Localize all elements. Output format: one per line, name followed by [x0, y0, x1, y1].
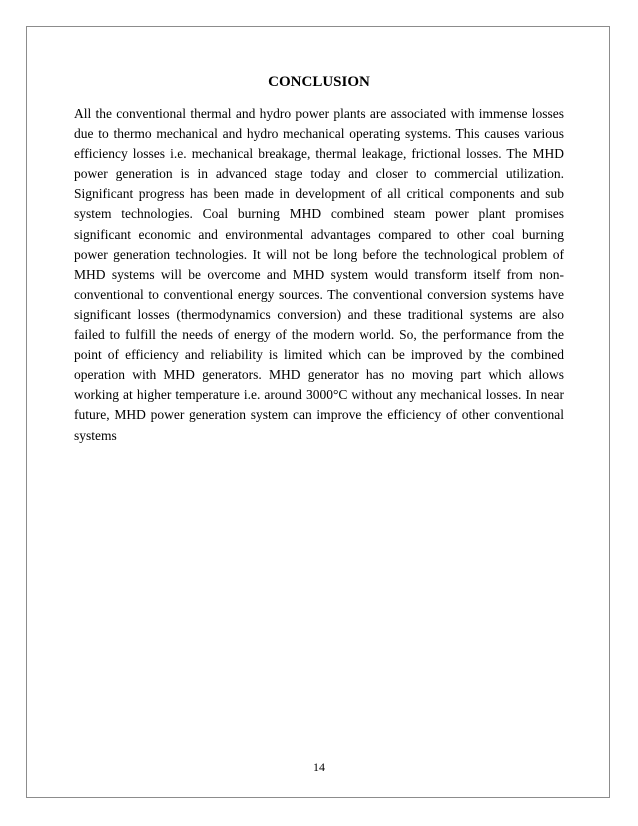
page-number: 14	[313, 760, 325, 774]
section-title: CONCLUSION	[268, 74, 370, 90]
conclusion-paragraph: All the conventional thermal and hydro power plants are associated with immense losses due to thermo mechanical and hydro mechanical operating systems. This causes various efficiency losses i.e. mechanical breakage, thermal leakage, frictional losses. The MHD power generation is in advanced stage today and closer to commercial utilization. Significant progress has been made in development of all critical components and sub system technologies. Coal burning MHD combined steam power plant promises significant economic and environmental advantages compared to other coal burning power generation technologies. It will not be long before the technological problem of MHD systems will be overcome and MHD system would transform itself from non-conventional to conventional energy sources. The conventional conversion systems have significant losses (thermodynamics conversion) and these traditional systems are also failed to fulfill the needs of energy of the modern world. So, the performance from the point of efficiency and reliability is limited which can be improved by the combined operation with MHD generators. MHD generator has no moving part which allows working at higher temperature i.e. around 3000°C without any mechanical losses. In near future, MHD power generation system can improve the efficiency of other conventional systems	[74, 106, 564, 443]
